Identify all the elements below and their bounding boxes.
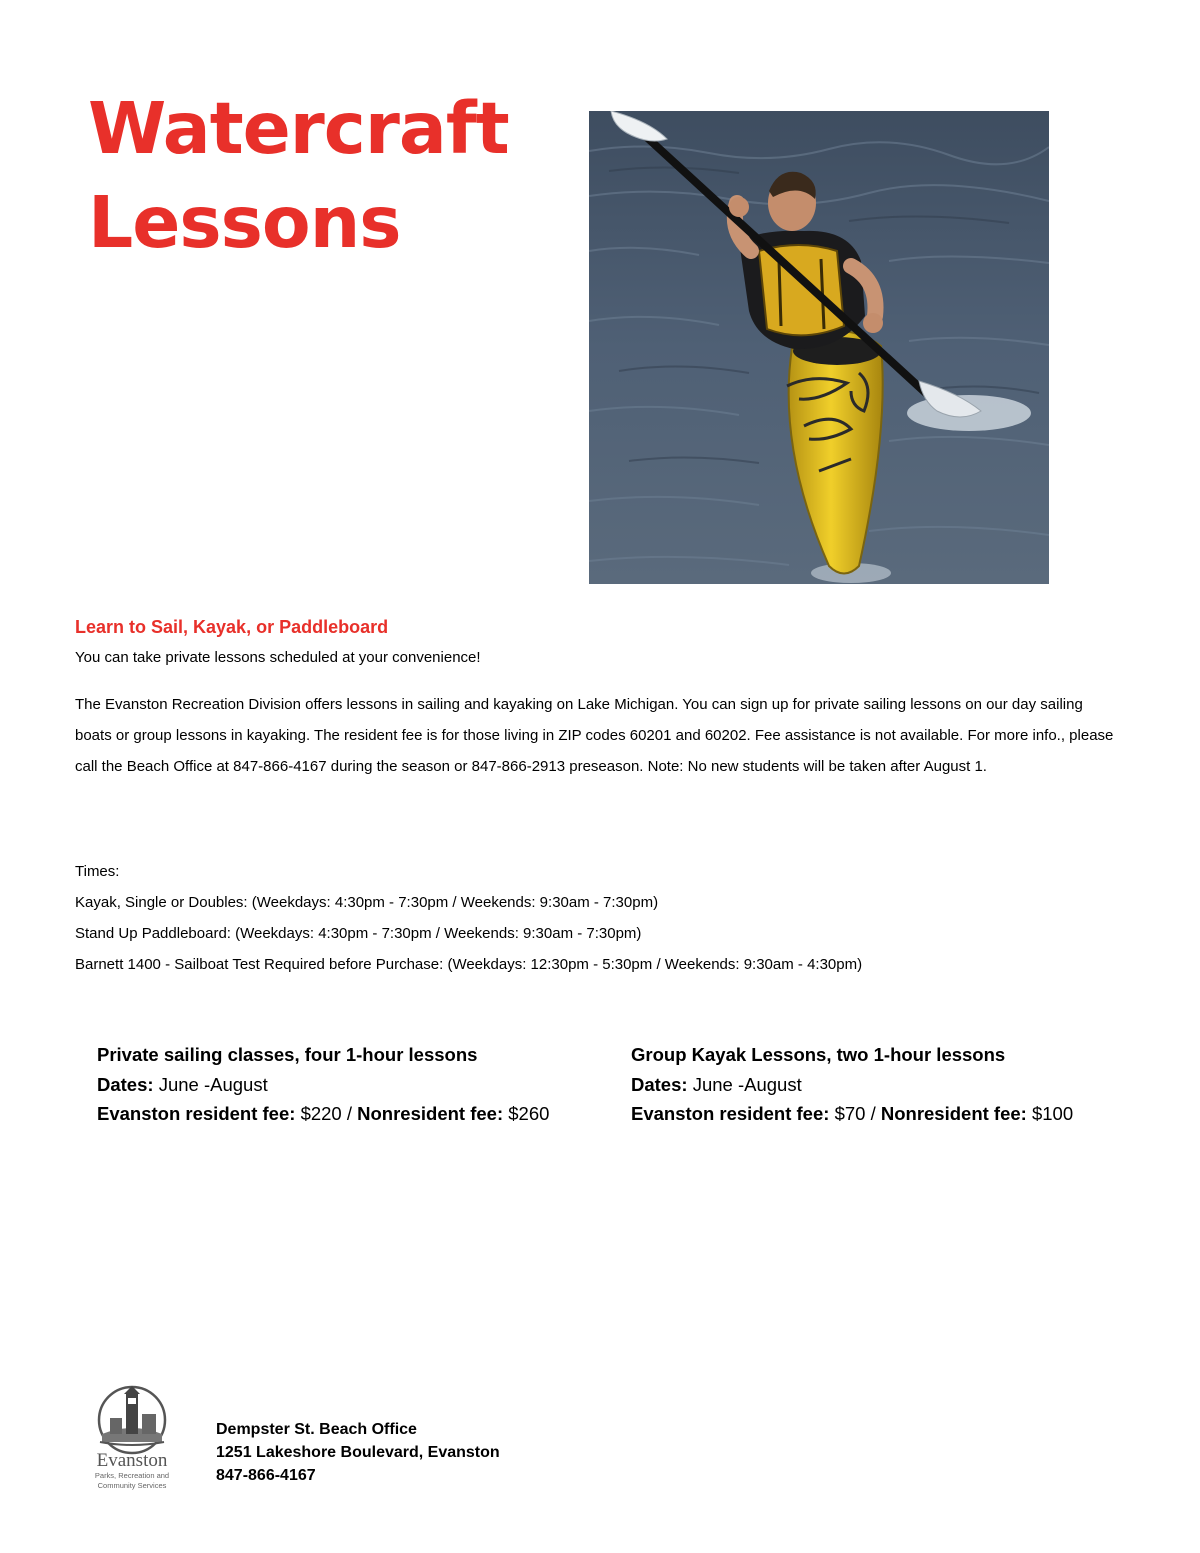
resident-fee-label: Evanston resident fee:: [631, 1103, 830, 1124]
nonresident-fee-label: Nonresident fee:: [357, 1103, 504, 1124]
title-line-2: Lessons: [88, 181, 401, 264]
dates-value: June -August: [158, 1073, 268, 1095]
logo-subtitle-1: Parks, Recreation and: [94, 1471, 170, 1480]
times-section: [75, 856, 862, 980]
kayaker-photo: [589, 111, 1049, 584]
offer-title: Group Kayak Lessons, two 1-hour lessons: [631, 1044, 1006, 1065]
page-title: [88, 82, 509, 270]
dates-value: June -August: [692, 1073, 802, 1095]
tagline: You can take private lessons scheduled at your convenience!: [75, 649, 481, 666]
fee-separator: /: [870, 1103, 876, 1124]
nonresident-fee-value: $100: [1031, 1103, 1074, 1124]
resident-fee-label: Evanston resident fee:: [97, 1103, 296, 1124]
offer-sailing: [97, 1040, 549, 1129]
offer-kayak: [631, 1040, 1073, 1129]
offer-title: Private sailing classes, four 1-hour lessons: [97, 1044, 478, 1065]
description: The Evanston Recreation Division offers lessons in sailing and kayaking on Lake Michigan. You can sign up for private sailing lessons on our day sailing boats or group lessons in kayaking. The resident fee is for those living in ZIP codes 60201 and 60202. Fee assistance is not available. For more info., please call the Beach Office at 847-866-4167 during the season or 847-866-2913 preseason. Note: No new students will be taken after August 1.: [75, 696, 1114, 775]
logo-subtitle-2: Community Services: [97, 1481, 167, 1490]
resident-fee-value: $220: [300, 1103, 342, 1124]
nonresident-fee-label: Nonresident fee:: [880, 1103, 1027, 1124]
evanston-lighthouse-logo-icon: [82, 1382, 182, 1492]
times-item-paddleboard: Stand Up Paddleboard: (Weekdays: 4:30pm - 7:30pm / Weekends: 9:30am - 7:30pm): [75, 925, 642, 942]
section-heading: Learn to Sail, Kayak, or Paddleboard: [75, 617, 389, 637]
times-item-sailboat: Barnett 1400 - Sailboat Test Required before Purchase: (Weekdays: 12:30pm - 5:30pm / Weekends: 9:30am - 4:30pm): [75, 956, 863, 973]
office-info: [216, 1418, 500, 1487]
fee-separator: /: [346, 1103, 352, 1124]
resident-fee-value: $70: [834, 1103, 866, 1124]
dates-label: Dates:: [97, 1073, 154, 1095]
times-item-kayak: Kayak, Single or Doubles: (Weekdays: 4:30pm - 7:30pm / Weekends: 9:30am - 7:30pm): [75, 894, 659, 911]
dates-label: Dates:: [631, 1073, 688, 1095]
office-phone: 847-866-4167: [216, 1467, 316, 1484]
title-line-1: Watercraft: [88, 87, 509, 170]
nonresident-fee-value: $260: [508, 1103, 550, 1124]
times-label: Times:: [75, 863, 120, 880]
life-vest: [759, 245, 844, 335]
office-name: Dempster St. Beach Office: [216, 1421, 417, 1438]
office-address: 1251 Lakeshore Boulevard, Evanston: [216, 1444, 500, 1461]
logo-name: Evanston: [96, 1450, 168, 1471]
